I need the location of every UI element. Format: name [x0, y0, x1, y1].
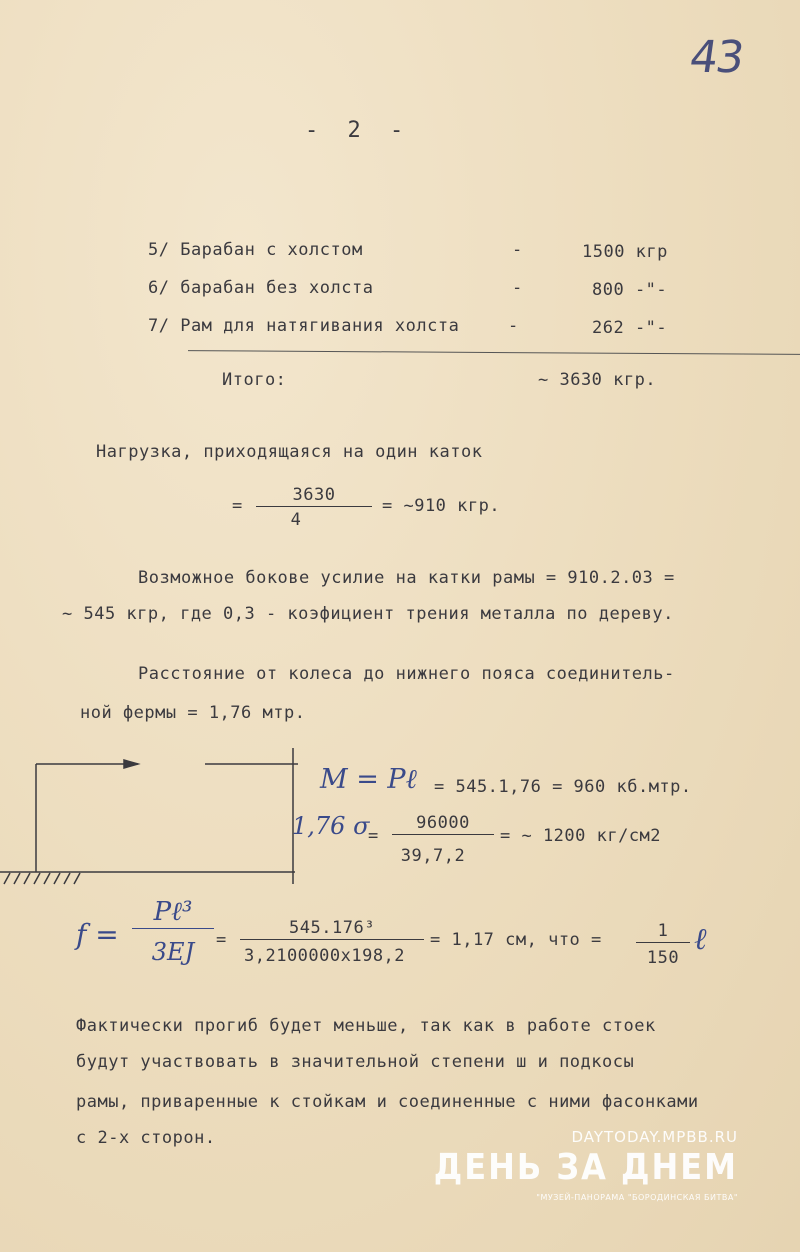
item-label: 6/ барабан без холста — [148, 278, 374, 298]
deflection-result: = 1,17 см, что = — [430, 930, 602, 950]
distance-line-2: ной фермы = 1,76 мтр. — [80, 703, 306, 723]
deflection-handwritten-num: Pℓ³ — [132, 896, 214, 929]
item-dash: - — [512, 240, 523, 260]
lateral-line-2: ~ 545 кгр, где 0,3 - коэфициент трения металла по дереву. — [62, 604, 674, 624]
stress-result: = ~ 1200 кг/см2 — [500, 826, 662, 846]
item-label: 5/ Барабан с холстом — [148, 240, 363, 260]
distance-line-1: Расстояние от колеса до нижнего пояса соединитель- — [138, 664, 675, 684]
stress-denominator: 39,7,2 — [400, 846, 466, 866]
moment-result: = 545.1,76 = 960 кб.мтр. — [434, 777, 692, 797]
lateral-line-1: Возможное бокове усилие на катки рамы = 910.2.03 = — [138, 568, 675, 588]
stress-eq: = — [368, 826, 379, 846]
deflection-handwritten-den: 3EJ — [151, 938, 195, 966]
deflection-handwritten-f: f = — [76, 918, 119, 951]
stress-numerator: 96000 — [392, 812, 494, 835]
deflection-denominator: 3,2100000х198,2 — [244, 946, 406, 966]
ratio-handwritten-l: ℓ — [694, 922, 707, 957]
total-value: ~ 3630 кгр. — [538, 370, 657, 390]
load-numerator: 3630 — [256, 484, 372, 507]
item-label: 7/ Рам для натягивания холста — [148, 316, 460, 336]
item-value: 1500 кгр — [582, 242, 668, 262]
conclusion-line: с 2-х сторон. — [76, 1128, 216, 1148]
ratio-numerator: 1 — [636, 920, 690, 943]
item-value: 800 -"- — [592, 280, 668, 300]
load-result: = ~910 кгр. — [382, 496, 501, 516]
page-number: 43 — [686, 32, 746, 83]
deflection-numerator: 545.176³ — [240, 917, 424, 940]
conclusion-line: будут участвовать в значительной степени ш и подкосы — [76, 1052, 635, 1072]
watermark-url: DAYTODAY.MPBB.RU — [571, 1128, 738, 1146]
stress-handwritten: 1,76 σ — [292, 812, 370, 840]
moment-handwritten: M = Pℓ — [320, 764, 417, 795]
deflection-eq: = — [216, 930, 227, 950]
conclusion-line: Фактически прогиб будет меньше, так как в работе стоек — [76, 1016, 656, 1036]
total-label: Итого: — [222, 370, 287, 390]
item-value: 262 -"- — [592, 318, 668, 338]
ratio-denominator: 150 — [646, 948, 680, 968]
conclusion-line: рамы, приваренные к стойкам и соединенные с ними фасонками — [76, 1092, 699, 1112]
load-text: Нагрузка, приходящаяся на один каток — [96, 442, 483, 462]
load-eq: = — [232, 496, 243, 516]
watermark-title: ДЕНЬ ЗА ДНЕМ — [433, 1146, 738, 1188]
load-denominator: 4 — [290, 510, 302, 530]
item-dash: - — [508, 316, 519, 336]
page-header: - 2 - — [305, 118, 412, 143]
watermark-subtitle: "МУЗЕЙ-ПАНОРАМА "БОРОДИНСКАЯ БИТВА" — [536, 1193, 738, 1202]
item-dash: - — [512, 278, 523, 298]
